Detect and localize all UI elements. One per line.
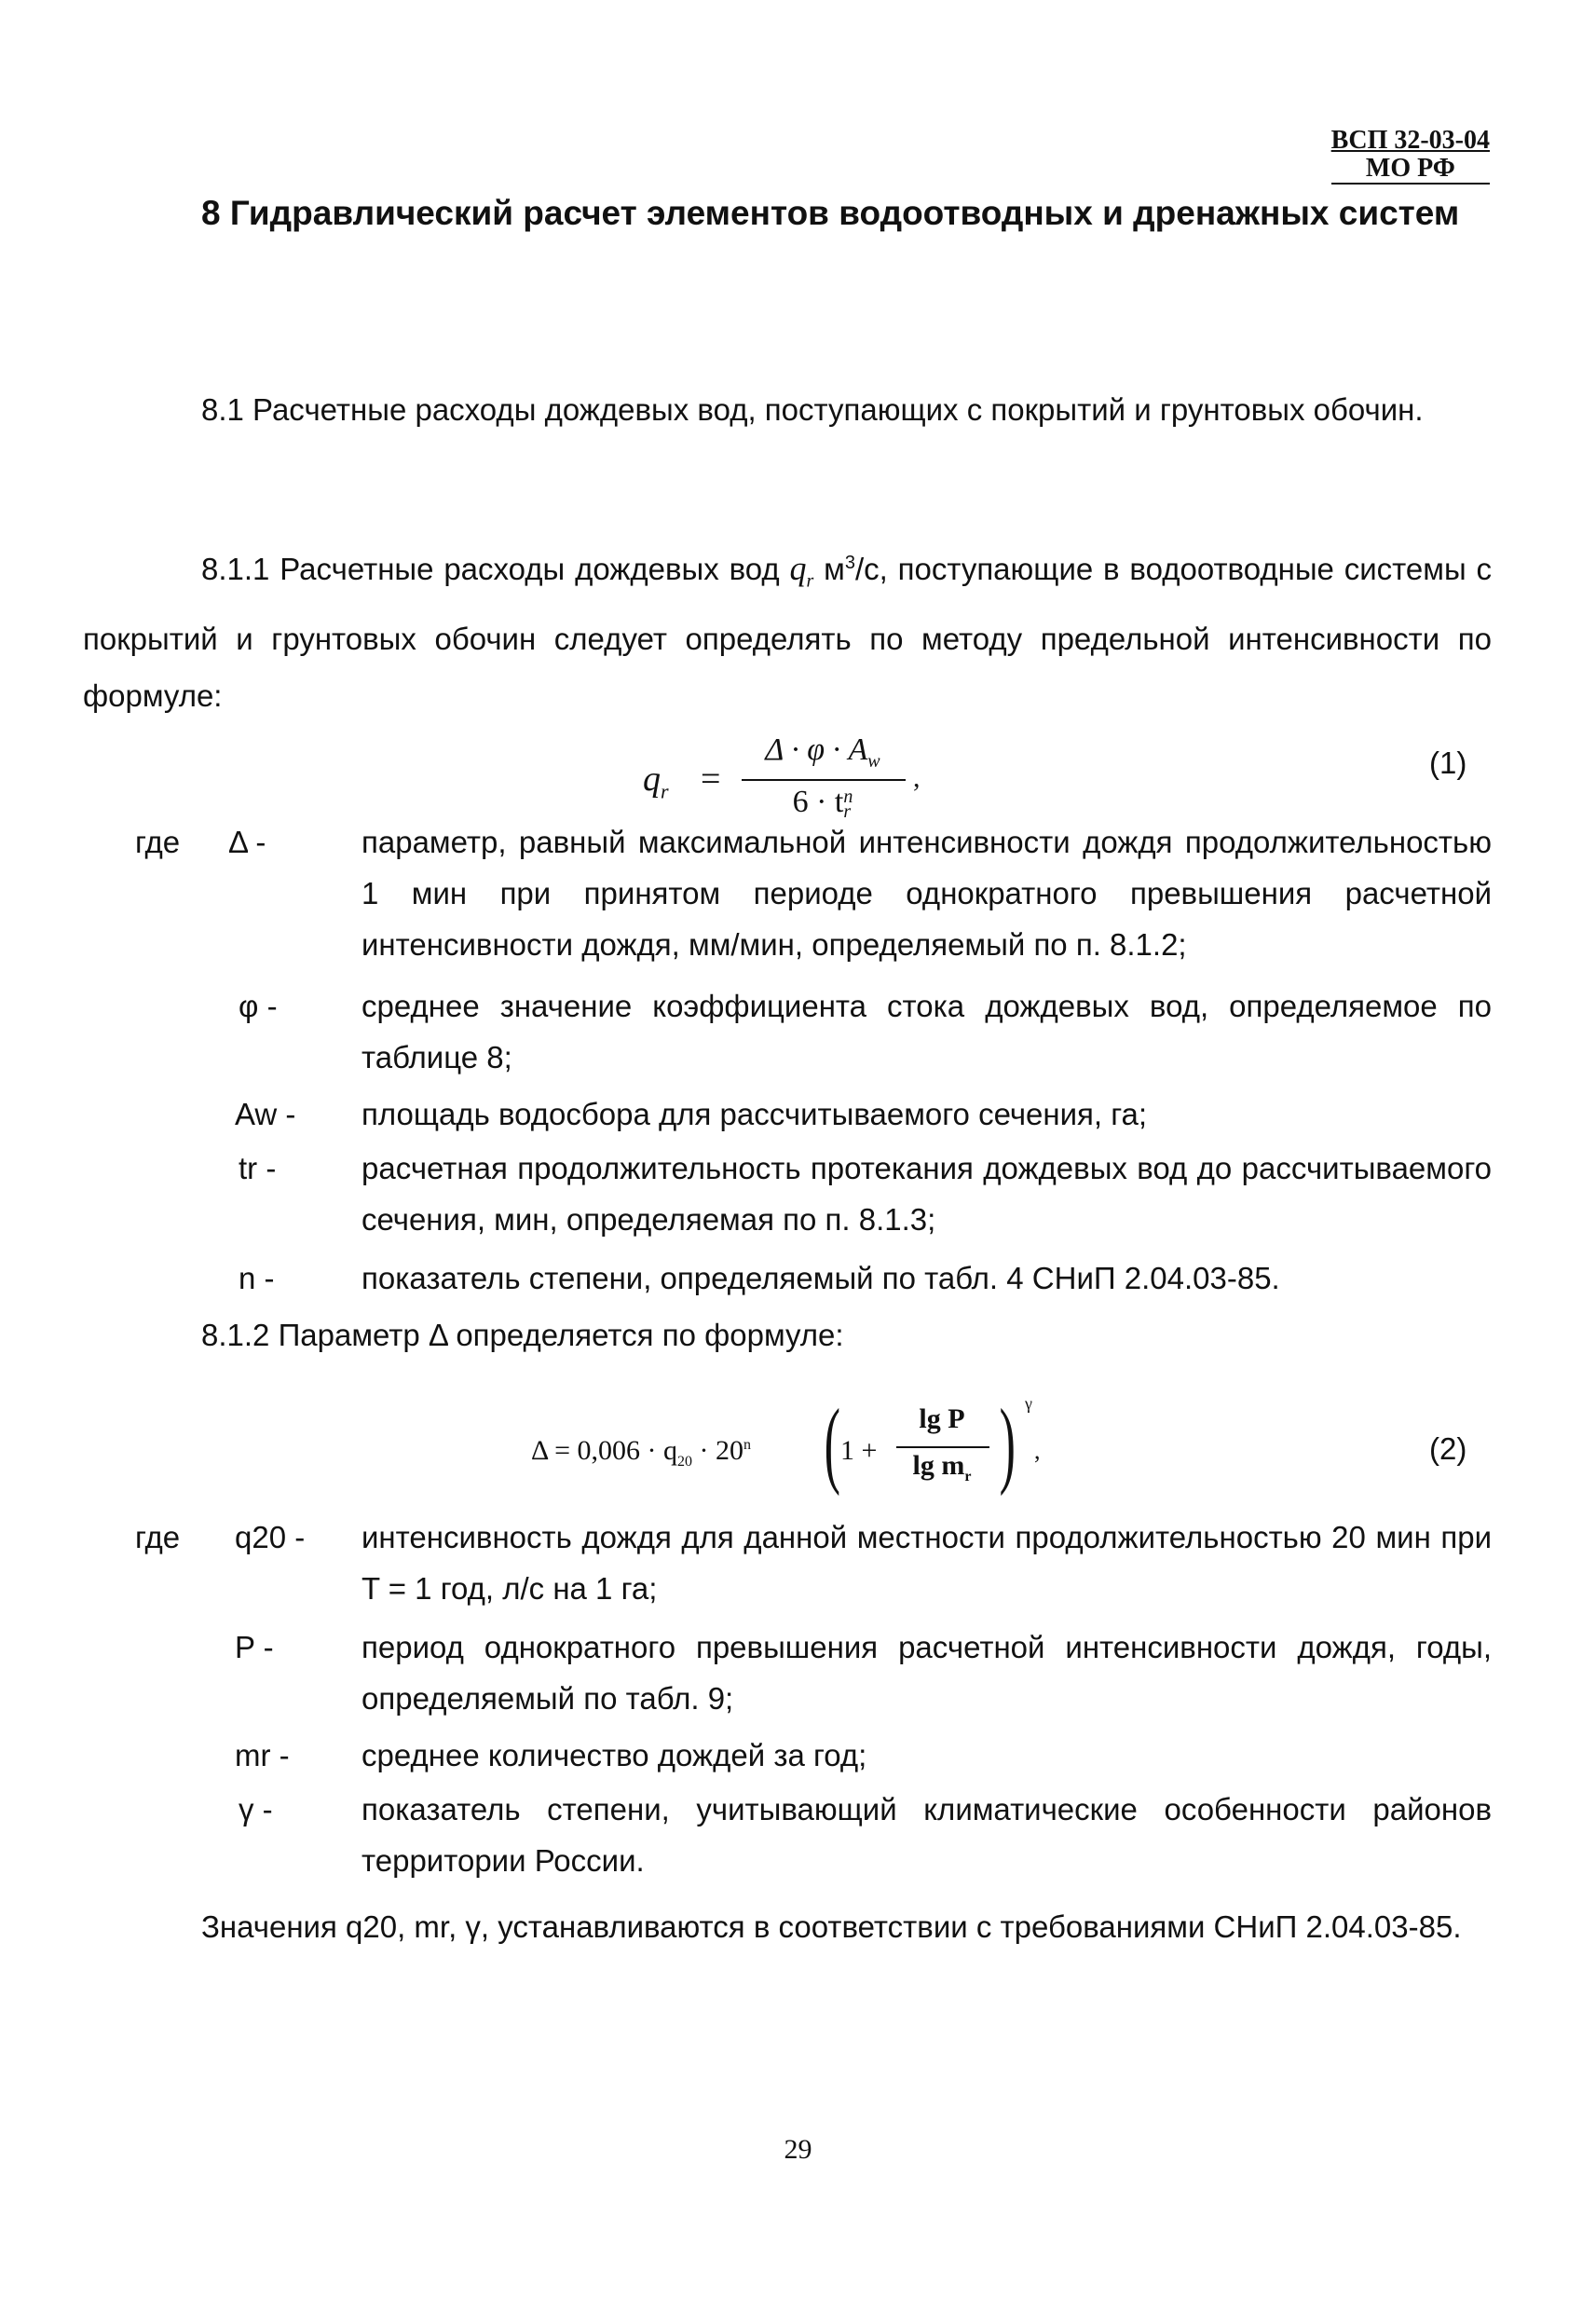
definition-phi: среднее значение коэффициента стока дождевых вод, определяемое по таблице 8; [361,989,1492,1074]
symbol-aw: Aw - [235,1097,296,1131]
definition-n: показатель степени, определяемый по табл. 4 СНиП 2.04.03-85. [361,1261,1280,1295]
formula-1-num-sub: w [867,750,880,772]
definition-delta: параметр, равный максимальной интенсивности дождя продолжительностью 1 мин при принятом периоде однократного превышения расчетной интенсивности дождя, мм/мин, определяемый по п. 8.1.2; [361,825,1492,962]
paragraph-8-1-1-post: /с, поступающие в водоотводные системы с покрытий и грунтовых обочин следует определять по методу предельной интенсивности по формуле: [83,552,1493,713]
formula-1-q: q [643,759,661,799]
page-number: 29 [784,2134,812,2165]
formula-2-close-paren: ) [999,1389,1016,1497]
symbol-delta: Δ - [228,825,266,859]
formula-1-equals: = [701,759,721,799]
definition-tr: расчетная продолжительность протекания дождевых вод до рассчитываемого сечения, мин, определяемая по п. 8.1.3; [361,1151,1492,1237]
formula-2-fraction-bar [896,1446,989,1448]
formula-2-open-paren: ( [824,1389,840,1497]
symbol-n: n - [239,1261,275,1295]
where-label-2: где [135,1520,181,1554]
paragraph-8-1-text [83,363,1492,457]
document-header [1331,127,1490,185]
symbol-gamma: γ - [239,1792,273,1826]
definition-p: период однократного превышения расчетной интенсивности дождя, годы, определяемый по табл. 9; [361,1630,1492,1716]
formula-2-mid-sup: n [743,1437,752,1453]
unit-sup: 3 [844,553,855,573]
formula-1-fraction-bar [742,779,906,781]
formula-1-den-text: 6 · t [792,785,844,819]
formula-1-comma: , [913,762,921,793]
formula-2-number: (2) [1429,1431,1467,1466]
formula-2 [531,1385,1053,1525]
formula-1-den-sub: r [843,801,852,823]
definition-aw: площадь водосбора для рассчитываемого сечения, га; [361,1097,1148,1131]
qr-subscript: r [806,570,814,592]
symbol-phi: φ - [239,989,278,1023]
formula-1-numerator [738,732,907,773]
symbol-p: P - [235,1630,274,1664]
definition-q20: интенсивность дождя для данной местности продолжительностью 20 мин при T = 1 год, л/с на 1 га; [361,1520,1492,1606]
final-note: Значения q20, mr, γ, устанавливаются в соответствии с требованиями СНиП 2.04.03-85. [201,1909,1462,1944]
formula-2-lhs [531,1435,751,1471]
formula-2-one-plus: 1 + [840,1435,878,1466]
formula-1-q-sub: r [661,779,669,803]
formula-2-power: γ [1025,1394,1032,1413]
section-title: 8 Гидравлический расчет элементов водоотводных и дренажных систем [201,194,1460,232]
where-label-1: где [135,825,181,859]
formula-2-mid: · 20 [692,1435,744,1466]
formula-2-lhs-text: Δ = 0,006 · q [531,1435,678,1466]
definition-gamma: показатель степени, учитывающий климатические особенности районов территории России. [361,1792,1492,1878]
formula-1-num-text: Δ · φ · A [765,732,868,767]
formula-2-denominator [891,1450,993,1485]
formula-1-number: (1) [1429,746,1467,780]
document-org: МО РФ [1331,155,1490,185]
symbol-q20: q20 - [235,1520,306,1554]
paragraph-8-1-2: 8.1.2 Параметр Δ определяется по формуле: [201,1318,844,1352]
paragraph-8-1-body: 8.1 Расчетные расходы дождевых вод, поступающих с покрытий и грунтовых обочин. [201,392,1424,427]
formula-2-den-sub: r [964,1469,972,1484]
definition-mr: среднее количество дождей за год; [361,1738,867,1772]
qr-symbol: q [789,550,807,587]
symbol-mr: mr - [235,1738,290,1772]
formula-2-den-text: lg m [912,1450,965,1481]
paragraph-8-1-1 [83,535,1492,724]
formula-1-den-sup: n [843,787,853,808]
symbol-tr: tr - [239,1151,277,1185]
formula-1-lhs [643,759,669,804]
paragraph-8-1-1-pre: 8.1.1 Расчетные расходы дождевых вод [201,552,790,586]
unit-m: м [813,552,845,586]
formula-1-denominator [738,785,907,823]
formula-2-comma: , [1034,1437,1041,1464]
formula-2-q-sub: 20 [677,1454,693,1470]
formula-2-numerator: lg P [919,1403,965,1434]
document-code: ВСП 32-03-04 [1330,126,1490,155]
